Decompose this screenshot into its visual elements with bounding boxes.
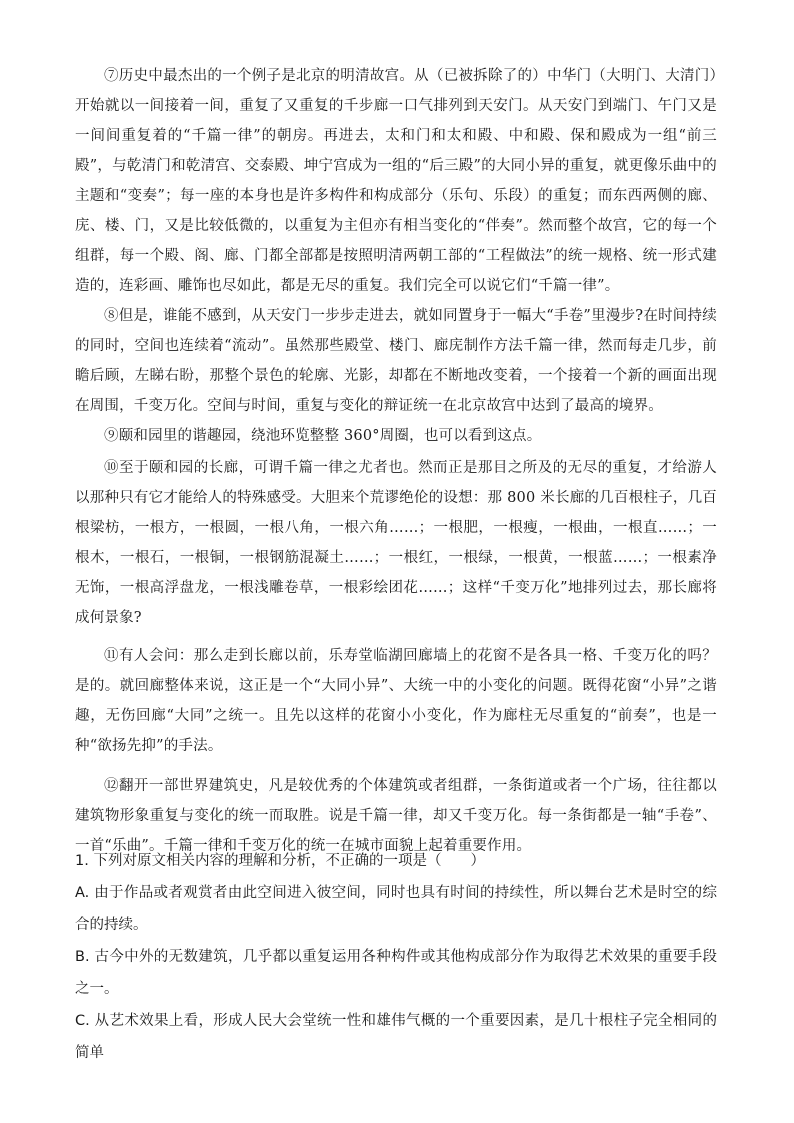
- paragraph-12: ⑫翻开一部世界建筑史，凡是较优秀的个体建筑或者组群，一条街道或者一个广场，往往都以建筑物形象重复与变化的统一而取胜。说是千篇一律，却又千变万化。每一条街都是一轴“手卷”、一首“乐曲”。千篇一律和千变万化的统一在城市面貌上起着重要作用。: [75, 778, 717, 854]
- paragraph-9: ⑨颐和园里的谐趣园，绕池环览整整 360°周圈，也可以看到这点。: [104, 428, 542, 444]
- option-b: B. 古今中外的无数建筑，几乎都以重复运用各种构件或其他构成部分作为取得艺术效果的重要手段之一。: [75, 949, 717, 997]
- reading-passage: [75, 61, 717, 861]
- question-block: [75, 845, 717, 1069]
- paragraph-7: ⑦历史中最杰出的一个例子是北京的明清故宫。从（已被拆除了的）中华门（大明门、大清门）开始就以一间接着一间，重复了又重复的千步廊一口气排列到天安门。从天安门到端门、午门又是一间间重复着的“千篇一律”的朝房。再进去，太和门和太和殿、中和殿、保和殿成为一组“前三殿”，与乾清门和乾清宫、交泰殿、坤宁宫成为一组的“后三殿”的大同小异的重复，就更像乐曲中的主题和“变奏”；每一座的本身也是许多构件和构成部分（乐句、乐段）的重复；而东西两侧的廊、庑、楼、门，又是比较低微的，以重复为主但亦有相当变化的“伴奏”。然而整个故宫，它的每一个组群，每一个殿、阁、廊、门都全部都是按照明清两朝工部的“工程做法”的统一规格、统一形式建造的，连彩画、雕饰也尽如此，都是无尽的重复。我们完全可以说它们“千篇一律”。: [75, 68, 717, 294]
- option-a: A. 由于作品或者观赏者由此空间进入彼空间，同时也具有时间的持续性，所以舞台艺术是时空的综合的持续。: [75, 885, 717, 933]
- option-c: C. 从艺术效果上看，形成人民大会堂统一性和雄伟气概的一个重要因素，是几十根柱子完全相同的简单: [75, 1013, 717, 1061]
- paragraph-11: ⑪有人会问：那么走到长廊以前，乐寿堂临湖回廊墙上的花窗不是各具一格、千变万化的吗？是的。就回廊整体来说，这正是一个“大同小异”、大统一中的小变化的问题。既得花窗“小异”之谐趣，无伤回廊“大同”之统一。且先以这样的花窗小小变化，作为廊柱无尽重复的“前奏”，也是一种“欲扬先抑”的手法。: [75, 648, 717, 754]
- paragraph-10: ⑩至于颐和园的长廊，可谓千篇一律之尤者也。然而正是那目之所及的无尽的重复，才给游人以那种只有它才能给人的特殊感受。大胆来个荒谬绝伦的设想：那 800 米长廊的几百根柱子，几百根梁枋，一根方，一根圆，一根八角，一根六角……；一根肥，一根瘦，一根曲，一根直……；一根木，一根石，一根铜，一根钢筋混凝土……；一根红，一根绿，一根黄，一根蓝……；一根素净无饰，一根高浮盘龙，一根浅雕卷草，一根彩绘团花……；这样“千变万化”地排列过去，那长廊将成何景象?: [75, 460, 717, 626]
- question-stem: 1. 下列对原文相关内容的理解和分析，不正确的一项是（ ）: [75, 853, 485, 869]
- paragraph-8: ⑧但是，谁能不感到，从天安门一步步走进去，就如同置身于一幅大“手卷”里漫步?在时间持续的同时，空间也连续着“流动”。虽然那些殿堂、楼门、廊庑制作方法千篇一律，然而每走几步，前瞻后顾，左睇右盼，那整个景色的轮廓、光影，却都在不断地改变着，一个接着一个新的画面出现在周围，千变万化。空间与时间，重复与变化的辩证统一在北京故宫中达到了最高的境界。: [75, 308, 717, 414]
